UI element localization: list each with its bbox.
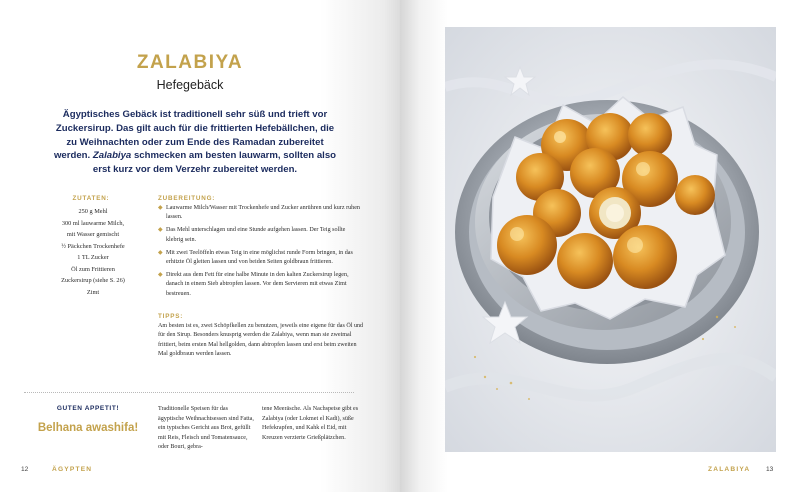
zalabiya-bowl-illustration bbox=[445, 27, 776, 452]
food-photo bbox=[445, 27, 776, 452]
box-phrase: Belhana awashifa! bbox=[37, 422, 139, 434]
ingredient-item: mit Wasser gemischt bbox=[66, 231, 120, 238]
recipe-intro bbox=[52, 108, 338, 177]
ingredients-heading: ZUTATEN: bbox=[72, 195, 110, 202]
step-text: Lauwarme Milch/Wasser mit Trockenhefe und Zucker anrühren und kurz ruhen lassen. bbox=[166, 205, 360, 221]
tips-text: Am besten ist es, zwei Schöpfkellen zu benutzen, jeweils eine eigene für das Öl und für den Sirup. Besonders knusprig werden die Zalabiya, wenn man sie zweimal frittiert, beim ersten Mal hellgolden, dann abtropfen lassen und erst beim zweiten Mal goldbraun werden lassen. bbox=[158, 323, 364, 358]
ingredient-item: 250 g Mehl bbox=[78, 208, 108, 215]
diamond-bullet-icon: ◆ bbox=[158, 205, 163, 211]
step-text: Mit zwei Teelöffeln etwas Teig in eine möglichst runde Form bringen, in das erhitzte Öl gleiten lassen und von beiden Seiten goldbraun frittieren. bbox=[166, 249, 353, 266]
ingredient-item: Öl zum Frittieren bbox=[71, 265, 115, 273]
step-text: Das Mehl unterschlagen und eine Stunde aufgehen lassen. Der Teig sollte klebrig sein. bbox=[166, 227, 346, 243]
intro-text-1: Ägyptisches Gebäck ist traditionell sehr süß und trieft vor Zuckersirup. Das gilt auch für die frittierten Hefebällchen, die zu Weihnachten oder zum Ende des Ramadan zubereitet werden. bbox=[53, 109, 335, 162]
preparation-step bbox=[158, 226, 364, 244]
step-text: Direkt aus dem Fett für eine halbe Minute in den kalten Zuckersirup legen, danach in einem Sieb abtropfen lassen. Vor dem Servieren mit etwas Zimt bestreuen. bbox=[166, 272, 349, 297]
ingredient-item: ½ Päckchen Trockenhefe bbox=[61, 242, 125, 250]
left-page-number: 12 bbox=[21, 466, 29, 473]
preparation-step bbox=[158, 249, 364, 267]
section-divider bbox=[24, 392, 354, 393]
ingredient-item: 1 TL Zucker bbox=[77, 254, 109, 261]
intro-text-2: schmecken am besten lauwarm, sollten also erst kurz vor dem Verzehr zubereitet werden. bbox=[92, 150, 337, 176]
preparation-step bbox=[158, 271, 364, 299]
right-section-label: ZALABIYA bbox=[708, 466, 751, 473]
tips-heading: TIPPS: bbox=[158, 313, 184, 320]
preparation-steps bbox=[158, 204, 364, 303]
diamond-bullet-icon: ◆ bbox=[158, 272, 163, 279]
box-heading: GUTEN APPETIT! bbox=[56, 405, 120, 412]
recipe-title: ZALABIYA bbox=[136, 52, 244, 73]
ingredient-item: 300 ml lauwarme Milch, bbox=[61, 219, 125, 227]
preparation-heading: ZUBEREITUNG: bbox=[158, 195, 216, 202]
box-text-column-1: Traditionelle Speisen für das ägyptische Weihnachtsessen sind Fatta, ein typisches Gericht aus Brot, gefüllt mit Reis, Fleisch und Tomatensauce, oder Bouri, gebra- bbox=[158, 406, 254, 451]
ingredients-list bbox=[46, 206, 140, 298]
preparation-step bbox=[158, 204, 364, 222]
diamond-bullet-icon: ◆ bbox=[158, 249, 163, 256]
left-section-label: ÄGYPTEN bbox=[52, 466, 93, 473]
intro-italic: Zalabiya bbox=[92, 150, 132, 162]
box-text-column-2: tene Meeräsche. Als Nachspeise gibt es Zalabiya (oder Lokmet el Kadi), süße Hefekrapfen, und Kahk el Eid, mit Kreuzen verzierte Grießplätzchen. bbox=[262, 406, 359, 441]
recipe-subtitle: Hefegebäck bbox=[156, 78, 224, 92]
right-page-number: 13 bbox=[766, 466, 774, 473]
ingredient-item: Zuckersirup (siehe S. 26) bbox=[61, 277, 125, 284]
ingredient-item: Zimt bbox=[86, 288, 100, 296]
diamond-bullet-icon: ◆ bbox=[158, 227, 163, 234]
